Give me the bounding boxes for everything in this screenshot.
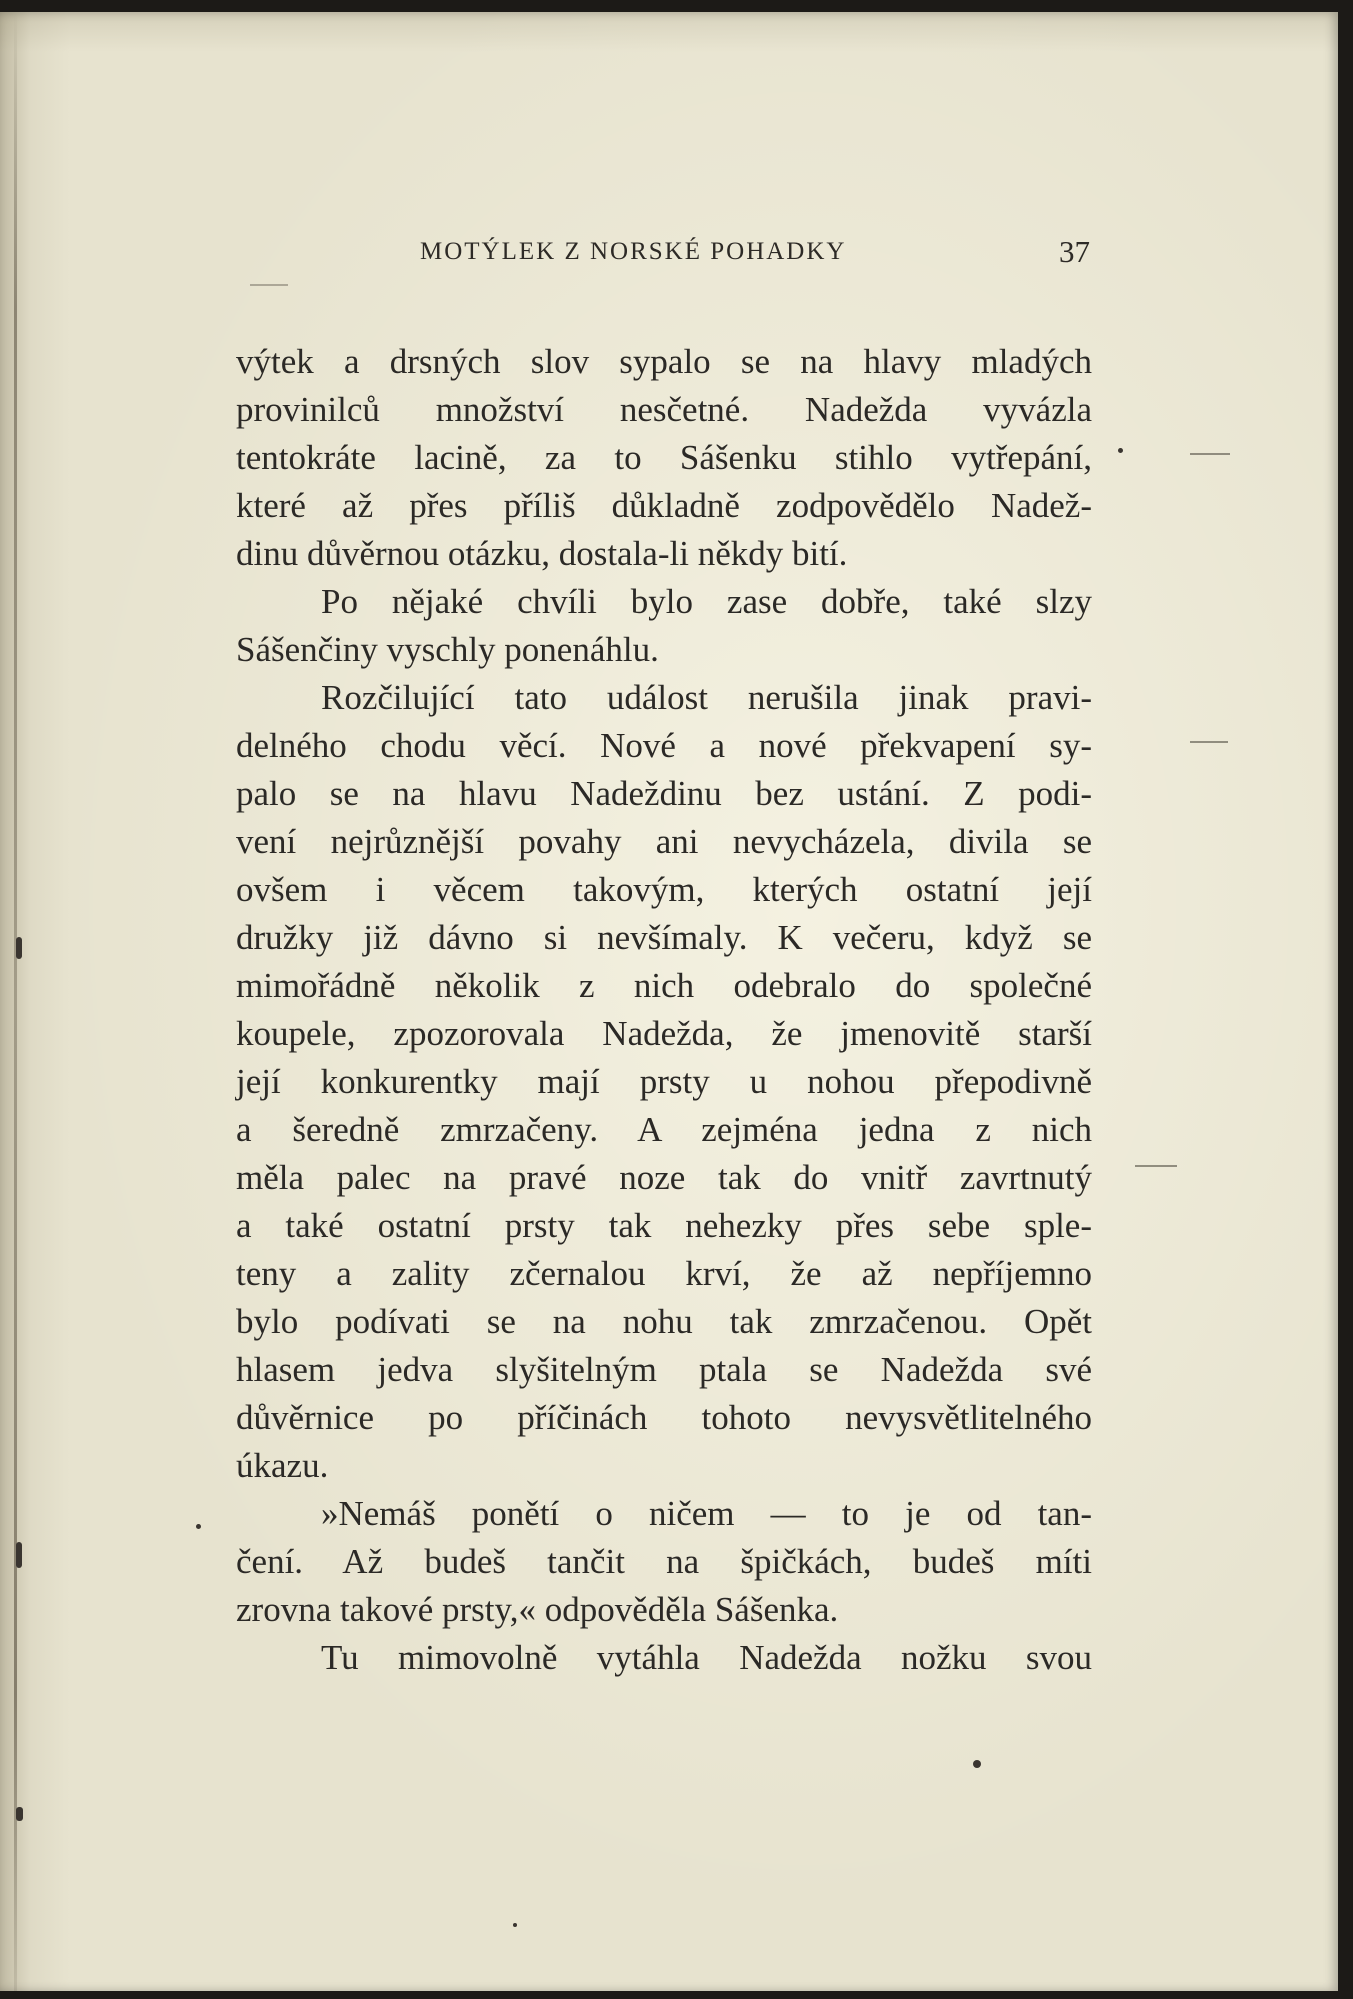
paper-speck [1118,448,1123,453]
paper-speck [973,1760,981,1768]
text-line: měla palec na pravé noze tak do vnitř zavrtnutý [236,1158,1092,1197]
page-header [230,234,1090,274]
text-line: ovšem i věcem takovým, kterých ostatní její [236,870,1092,909]
text-line: čení. Až budeš tančit na špičkách, budeš míti [236,1542,1092,1581]
text-line: provinilců množství nesčetné. Nadežda vyvázla [236,390,1092,429]
text-line: palo se na hlavu Nadeždinu bez ustání. Z podi- [236,774,1092,813]
text-line: vení nejrůznější povahy ani nevycházela, divila se [236,822,1092,861]
margin-mark [1135,1165,1177,1167]
text-line: Tu mimovolně vytáhla Nadežda nožku svou [321,1638,1092,1677]
paper-speck [16,1542,22,1568]
text-line: důvěrnice po příčinách tohoto nevysvětlitelného [236,1398,1092,1437]
text-line: zrovna takové prsty,« odpověděla Sášenka. [236,1590,839,1629]
text-line: výtek a drsných slov sypalo se na hlavy mladých [236,342,1092,381]
body-text [236,338,1092,1682]
margin-mark [1190,741,1228,743]
text-line: koupele, zpozorovala Nadežda, že jmenovitě starší [236,1014,1092,1053]
text-line: Rozčilující tato událost nerušila jinak pravi- [321,678,1092,717]
text-line: a také ostatní prsty tak nehezky přes sebe sple- [236,1206,1092,1245]
paper-speck [196,1524,201,1529]
text-line: bylo podívati se na nohu tak zmrzačenou. Opět [236,1302,1092,1341]
text-line: delného chodu věcí. Nové a nové překvapení sy- [236,726,1092,765]
book-gutter [14,12,17,1991]
running-title: MOTÝLEK Z NORSKÉ POHADKY [420,238,847,265]
text-line: teny a zality zčernalou krví, že až nepříjemno [236,1254,1092,1293]
text-line: Po nějaké chvíli bylo zase dobře, také slzy [321,582,1092,621]
text-line: družky již dávno si nevšímaly. K večeru, když se [236,918,1092,957]
paper-speck [16,1807,23,1821]
margin-mark [1190,453,1230,455]
text-line: dinu důvěrnou otázku, dostala-li někdy bití. [236,534,848,573]
text-line: »Nemáš ponětí o ničem — to je od tan- [321,1494,1092,1533]
text-line: tentokráte lacině, za to Sášenku stihlo vytřepání, [236,438,1092,477]
header-rule [250,284,288,286]
text-line: Sášenčiny vyschly ponenáhlu. [236,630,659,669]
text-line: mimořádně několik z nich odebralo do společné [236,966,1092,1005]
page-number: 37 [1059,234,1090,269]
paper-speck [16,937,22,959]
book-page [0,12,1338,1991]
text-line: které až přes příliš důkladně zodpovědělo Nadež- [236,486,1092,525]
paper-speck [513,1923,517,1927]
text-line: úkazu. [236,1446,329,1485]
text-line: a šeredně zmrzačeny. A zejména jedna z nich [236,1110,1092,1149]
text-line: její konkurentky mají prsty u nohou přepodivně [236,1062,1092,1101]
text-line: hlasem jedva slyšitelným ptala se Nadežda své [236,1350,1092,1389]
